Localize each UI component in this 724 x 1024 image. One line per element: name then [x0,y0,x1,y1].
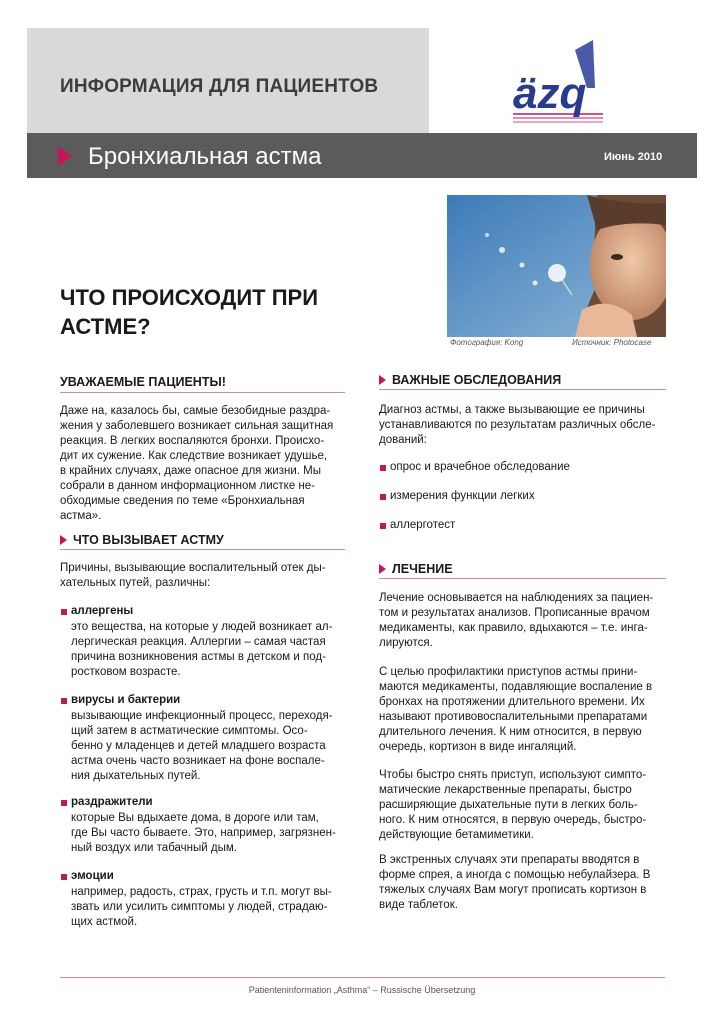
cause-description: вызывающие инфекционный процесс, переходя- щий затем в астматические симптомы. Осо- бенно у младенцев и детей младшего возраста астма очень часто возникает на фоне воспале- ния дыхательных путей. [71,710,333,782]
main-title [60,283,318,341]
footer-text: Patienteninformation „Asthma“ – Russische Übersetzung [248,985,476,995]
exam-item: опрос и врачебное обследование [390,461,570,473]
greeting-paragraph: Даже на, казалось бы, самые безобидные раздра- жения у заболевшего возникает сильная защитная реакция. В легких воспаляются бронхи. Происхо- дит их сужение. Как следствие возникает удушье, в крайних случаях, даже опасное для жизни. Мы собрали в данном информационном листке не- обходимые сведения по теме «Бронхиальная астма». [60,405,334,522]
exam-item: аллерготест [390,519,456,531]
exams-heading: ВАЖНЫЕ ОБСЛЕДОВАНИЯ [392,373,562,387]
treatment-paragraph: Чтобы быстро снять приступ, используют симпто- матические лекарственные препараты, быстро расширяющие дыхательные пути в легких боль- ного. К ним относятся, в первую очередь, быстро- действующие бетамиметики. [379,769,647,841]
cause-description: которые Вы вдыхаете дома, в дороге или там, где Вы часто бываете. Это, например, загрязнен- ный воздух или табачный дым. [71,812,336,854]
cause-description: это вещества, на которые у людей возникает ал- лергическая реакция. Аллергии – самая частая причина возникновения астмы в детском и под- ростковом возрасте. [71,621,333,678]
main-title-line: АСТМЕ? [60,314,151,339]
exams-intro: Диагноз астмы, а также вызывающие ее причины устанавливаются по результатам различных обсле- дований: [379,404,656,446]
section-arrow-icon [379,375,386,385]
bullet-icon [61,609,67,615]
bullet-icon [380,465,386,471]
publication-date: Июнь 2010 [604,151,663,163]
causes-heading: ЧТО ВЫЗЫВАЕТ АСТМУ [73,533,224,547]
bullet-icon [380,494,386,500]
treatment-paragraph: Лечение основывается на наблюдениях за пациен- том и результатах анализов. Прописанные врачом медикаменты, как правило, вдыхаются – т.е. инга- лируются. [379,592,654,649]
bullet-icon [380,523,386,529]
divider [60,549,345,550]
section-arrow-icon [60,535,67,545]
band-title: Бронхиальная астма [88,143,322,170]
cause-term: эмоции [71,870,114,882]
cause-term: аллергены [71,605,134,617]
greeting-heading: УВАЖАЕМЫЕ ПАЦИЕНТЫ! [60,375,226,389]
section-arrow-icon [379,564,386,574]
causes-intro: Причины, вызывающие воспалительный отек ды- хательных путей, различны: [60,562,326,589]
divider [379,389,666,390]
treatment-paragraph: В экстренных случаях эти препараты вводятся в форме спрея, а иногда с помощью небулайзера. В тяжелых случаях Вам могут прописать кортизон в виде таблеток. [379,854,651,911]
header-title: ИНФОРМАЦИЯ ДЛЯ ПАЦИЕНТОВ [60,76,379,97]
bullet-icon [61,698,67,704]
treatment-heading: ЛЕЧЕНИЕ [392,562,453,576]
band-arrow-icon [58,146,72,166]
footer-divider [60,977,665,978]
cause-description: например, радость, страх, грусть и т.п. могут вы- звать или усилить симптомы у людей, страдаю- щих астмой. [71,886,332,928]
cause-term: вирусы и бактерии [71,694,181,706]
exam-item: измерения функции легких [390,490,535,502]
divider [60,392,345,393]
main-title-line: ЧТО ПРОИСХОДИТ ПРИ [60,285,319,310]
bullet-icon [61,874,67,880]
divider [379,578,666,579]
bullet-icon [61,800,67,806]
cause-term: раздражители [71,796,153,808]
azq-logo [505,40,615,130]
photo-child-dandelion [447,195,666,337]
logo-text: äzq [513,69,587,118]
treatment-paragraph: С целью профилактики приступов астмы прини- маются медикаменты, подавляющие воспаление в бронхах на протяжении длительного времени. Их называют противовоспалительными препаратами длительного лечения. К ним относится, в первую очередь, кортизон в виде ингаляций. [379,666,653,753]
photo-source: Источник: Photocase [572,338,652,347]
photo-credit: Фотография: Kong [450,338,524,347]
